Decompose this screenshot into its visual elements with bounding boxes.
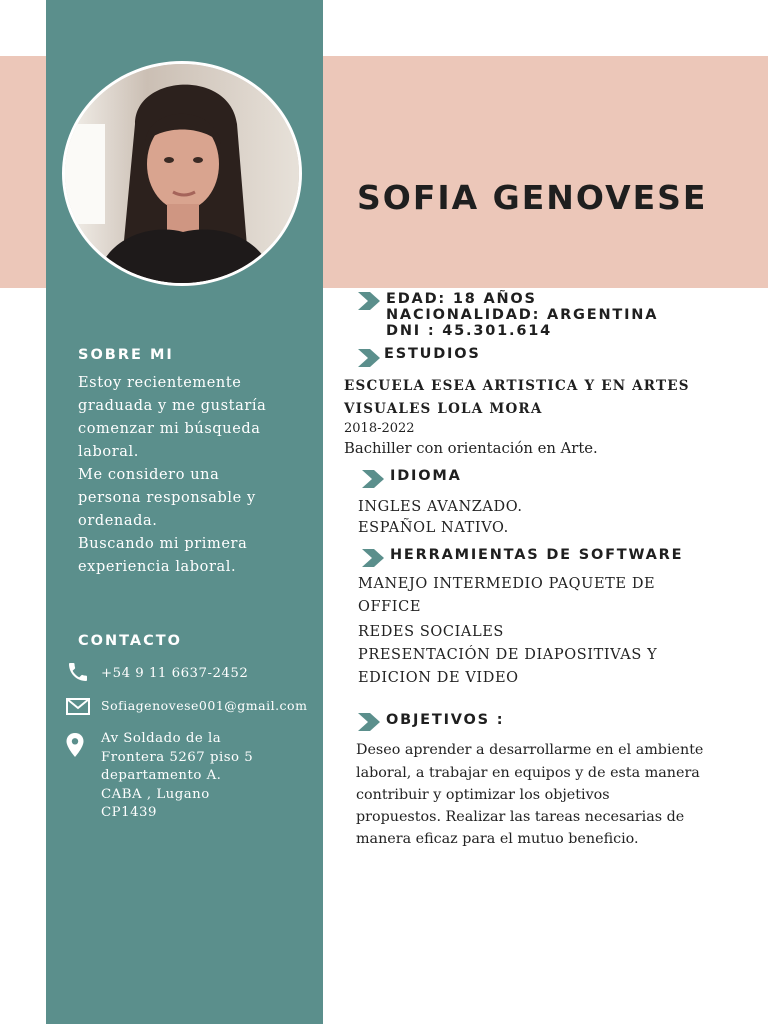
about-text xyxy=(78,372,266,579)
chevron-right-icon xyxy=(356,349,382,367)
software-line: REDES SOCIALES xyxy=(358,624,504,640)
objectives-heading: OBJETIVOS : xyxy=(386,712,505,728)
phone-link[interactable]: +54 9 11 6637-2452 xyxy=(101,666,249,681)
language-item: ESPAÑOL NATIVO. xyxy=(358,520,509,536)
about-line: Buscando mi primera xyxy=(78,536,248,552)
chevron-right-icon xyxy=(356,713,382,731)
about-line: Estoy recientemente xyxy=(78,375,242,391)
education-heading: ESTUDIOS xyxy=(384,346,481,362)
objectives-line: manera eficaz para el mutuo beneficio. xyxy=(356,831,639,847)
school-name-line: ESCUELA ESEA ARTISTICA Y EN ARTES xyxy=(344,378,690,394)
objectives-line: laboral, a trabajar en equipos y de esta manera xyxy=(356,765,700,781)
contact-heading: CONTACTO xyxy=(78,633,182,649)
map-pin-icon xyxy=(65,732,85,758)
envelope-icon xyxy=(66,698,90,715)
profile-photo xyxy=(62,61,302,286)
age: EDAD: 18 AÑOS xyxy=(386,291,537,307)
objectives-line: propuestos. Realizar las tareas necesarias de xyxy=(356,809,685,825)
software-line: MANEJO INTERMEDIO PAQUETE DE xyxy=(358,576,656,592)
education-years: 2018-2022 xyxy=(344,421,415,436)
software-line: PRESENTACIÓN DE DIAPOSITIVAS Y xyxy=(358,647,658,663)
address-block xyxy=(101,730,253,823)
about-line: persona responsable y xyxy=(78,490,256,506)
school-name-line: VISUALES LOLA MORA xyxy=(344,401,543,417)
chevron-right-icon xyxy=(356,292,382,310)
chevron-right-icon xyxy=(360,470,386,488)
education-degree: Bachiller con orientación en Arte. xyxy=(344,440,598,457)
address-line: Frontera 5267 piso 5 xyxy=(101,749,254,765)
objectives-line: contribuir y optimizar los objetivos xyxy=(356,787,610,803)
address-line: CABA , Lugano xyxy=(101,786,210,802)
about-line: comenzar mi búsqueda xyxy=(78,421,261,437)
candidate-name: SOFIA GENOVESE xyxy=(357,178,708,217)
about-line: graduada y me gustaría xyxy=(78,398,267,414)
languages-heading: IDIOMA xyxy=(390,468,462,484)
profile-photo-illustration xyxy=(65,64,299,283)
dni: DNI : 45.301.614 xyxy=(386,323,552,339)
about-line: ordenada. xyxy=(78,513,158,529)
software-line: OFFICE xyxy=(358,599,422,615)
about-line: laboral. xyxy=(78,444,139,460)
phone-icon xyxy=(66,660,90,684)
about-heading: SOBRE MI xyxy=(78,347,174,363)
software-line: EDICION DE VIDEO xyxy=(358,670,519,686)
objectives-line: Deseo aprender a desarrollarme en el ambiente xyxy=(356,742,704,758)
address-line: Av Soldado de la xyxy=(101,731,222,746)
email-link[interactable]: Sofiagenovese001@gmail.com xyxy=(101,698,308,713)
language-item: INGLES AVANZADO. xyxy=(358,499,523,515)
about-line: Me considero una xyxy=(78,467,220,483)
about-line: experiencia laboral. xyxy=(78,559,237,575)
nationality: NACIONALIDAD: ARGENTINA xyxy=(386,307,659,323)
address-line: CP1439 xyxy=(101,805,157,820)
software-heading: HERRAMIENTAS DE SOFTWARE xyxy=(390,547,684,563)
chevron-right-icon xyxy=(360,549,386,567)
address-line: departamento A. xyxy=(101,768,222,783)
